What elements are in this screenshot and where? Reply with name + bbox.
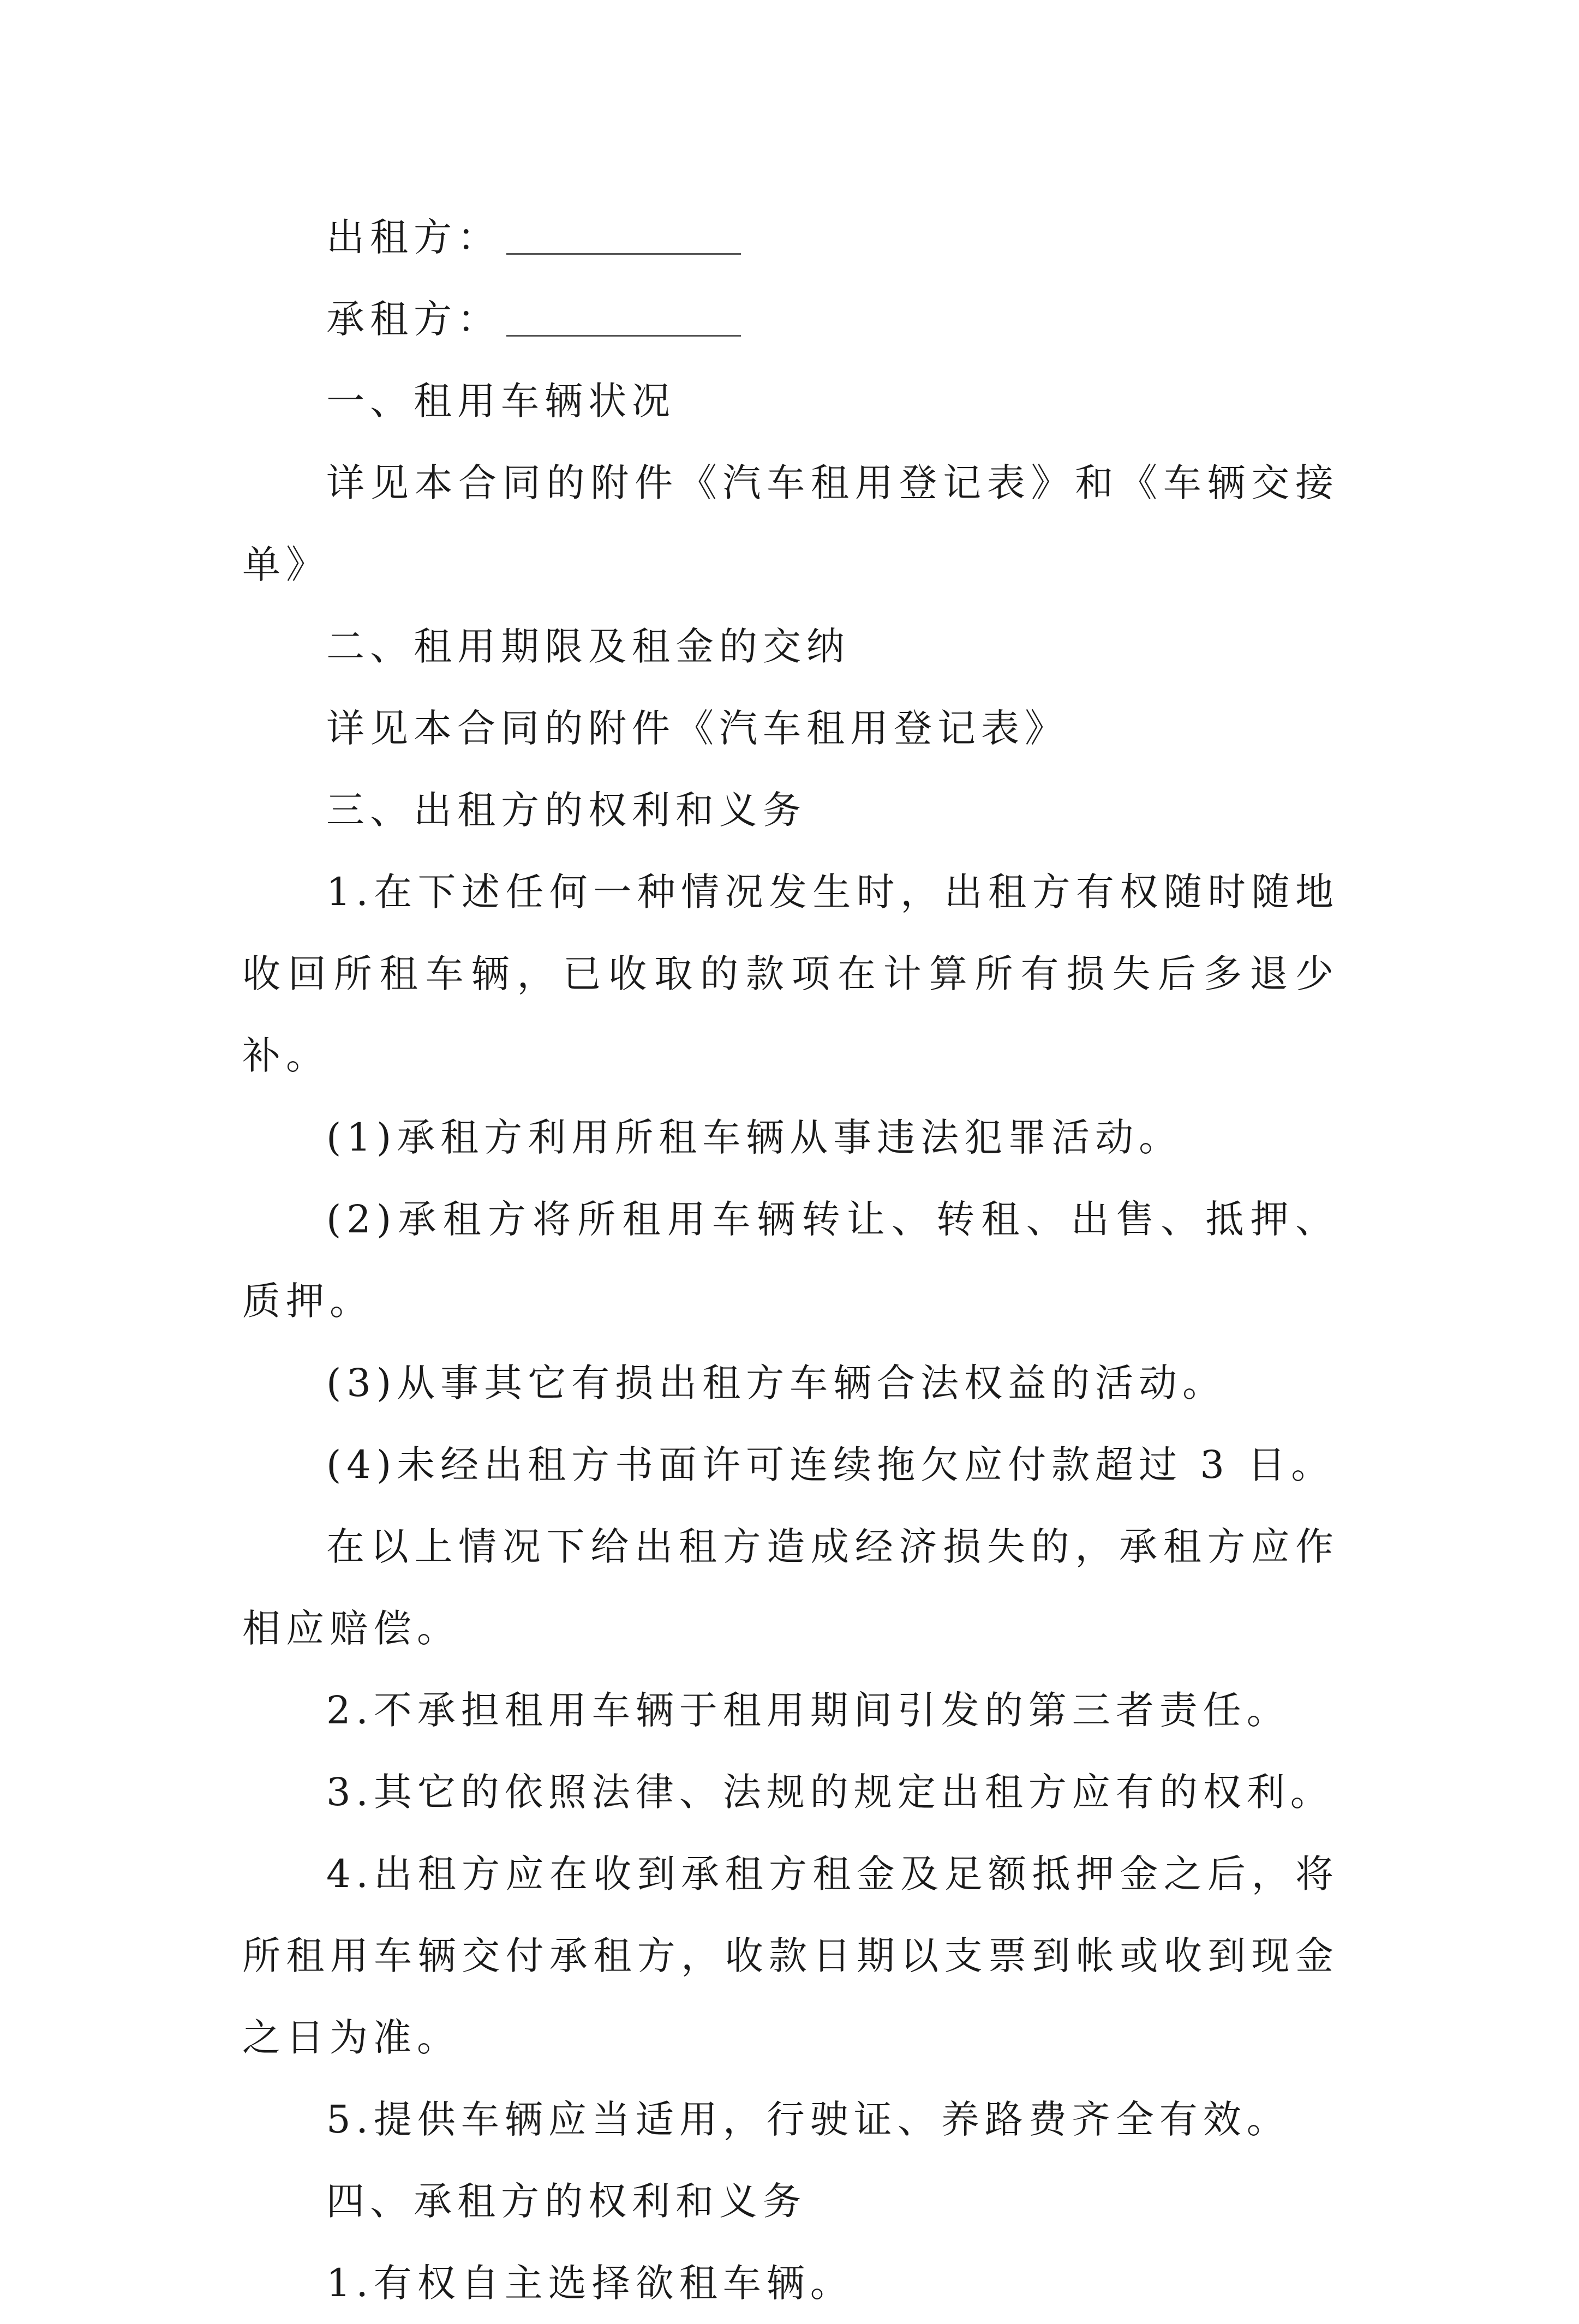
section4-title: 四、承租方的权利和义务 bbox=[326, 2179, 806, 2224]
lessor-line bbox=[242, 196, 1339, 278]
lessee-label: 承租方： bbox=[326, 297, 501, 342]
section3-item1-sub4: (4)未经出租方书面许可连续拖欠应付款超过 3 日。 bbox=[326, 1442, 1335, 1487]
section3-item1-sub2: (2)承租方将所租用车辆转让、转租、出售、抵押、质押。 bbox=[242, 1197, 1339, 1323]
section3-item4: 4.出租方应在收到承租方租金及足额抵押金之后，将所租用车辆交付承租方，收款日期以支票到帐或收到现金之日为准。 bbox=[242, 1852, 1339, 2060]
section2-text: 详见本合同的附件《汽车租用登记表》 bbox=[326, 706, 1068, 751]
lessor-label: 出租方： bbox=[326, 215, 501, 260]
lessee-blank-field[interactable] bbox=[506, 297, 741, 337]
section3-item2: 2.不承担租用车辆于租用期间引发的第三者责任。 bbox=[326, 1688, 1290, 1733]
section3-item1-sub1: (1)承租方利用所租车辆从事违法犯罪活动。 bbox=[326, 1115, 1183, 1160]
section1-text: 详见本合同的附件《汽车租用登记表》和《车辆交接单》 bbox=[242, 460, 1339, 587]
section4-item1: 1.有权自主选择欲租车辆。 bbox=[326, 2261, 854, 2305]
section3-title: 三、出租方的权利和义务 bbox=[326, 788, 806, 832]
section3-item1: 1.在下述任何一种情况发生时，出租方有权随时随地收回所租车辆，已收取的款项在计算所有损失后多退少补。 bbox=[242, 870, 1339, 1078]
section3-item3: 3.其它的依照法律、法规的规定出租方应有的权利。 bbox=[326, 1770, 1334, 1814]
document-body bbox=[242, 196, 1339, 2324]
lessor-blank-field[interactable] bbox=[506, 215, 741, 255]
section1-title: 一、租用车辆状况 bbox=[326, 379, 675, 423]
section2-title: 二、租用期限及租金的交纳 bbox=[326, 624, 850, 669]
section3-item1-note: 在以上情况下给出租方造成经济损失的，承租方应作相应赔偿。 bbox=[242, 1524, 1339, 1651]
section3-item5: 5.提供车辆应当适用，行驶证、养路费齐全有效。 bbox=[326, 2097, 1290, 2142]
section3-item1-sub3: (3)从事其它有损出租方车辆合法权益的活动。 bbox=[326, 1361, 1227, 1405]
lessee-line bbox=[242, 278, 1339, 360]
